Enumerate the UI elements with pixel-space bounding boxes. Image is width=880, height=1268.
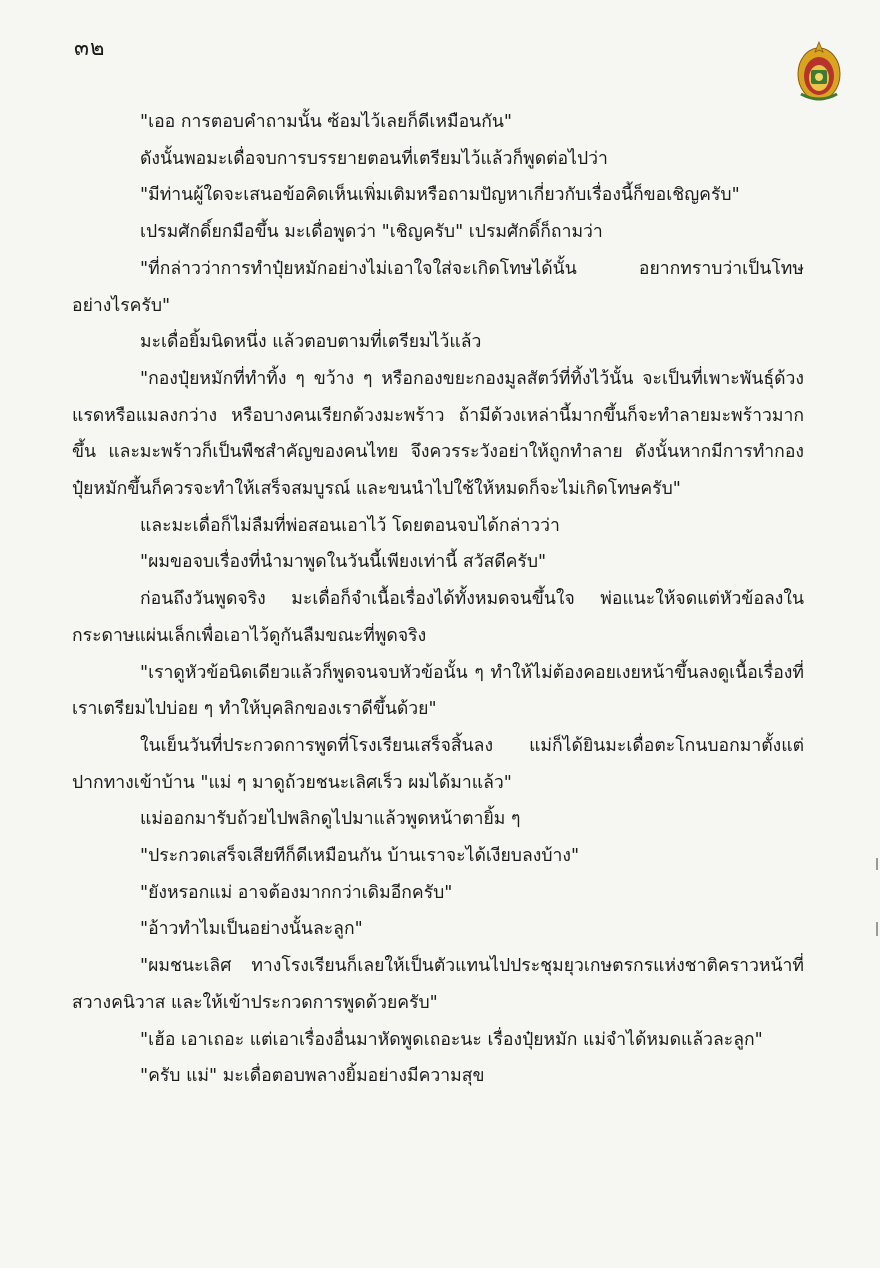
paragraph: เปรมศักดิ์ยกมือขึ้น มะเดื่อพูดว่า "เชิญครับ" เปรมศักดิ์ก็ถามว่า bbox=[140, 222, 603, 243]
school-emblem-icon bbox=[795, 40, 843, 102]
paragraph: ดังนั้นพอมะเดื่อจบการบรรยายตอนที่เตรียมไว้แล้วก็พูดต่อไปว่า bbox=[140, 148, 608, 169]
paragraph: "เออ การตอบคำถามนั้น ซ้อมไว้เลยก็ดีเหมือนกัน" bbox=[140, 112, 512, 132]
paragraph: "ผมชนะเลิศ ทางโรงเรียนก็เลยให้เป็นตัวแทนไปประชุมยุวเกษตรกรแห่งชาติคราวหน้าที่สวางคนิวาส และให้เข้าประกวดการพูดด้วยครับ" bbox=[72, 956, 804, 1013]
paragraph: มะเดื่อยิ้มนิดหนึ่ง แล้วตอบตามที่เตรียมไว้แล้ว bbox=[140, 332, 482, 353]
paragraph: ในเย็นวันที่ประกวดการพูดที่โรงเรียนเสร็จสิ้นลง แม่ก็ได้ยินมะเดื่อตะโกนบอกมาตั้งแต่ปากทางเข้าบ้าน "แม่ ๆ มาดูถ้วยชนะเลิศเร็ว ผมได้มาแล้ว" bbox=[72, 735, 804, 793]
paragraph: "มีท่านผู้ใดจะเสนอข้อคิดเห็นเพิ่มเติมหรือถามปัญหาเกี่ยวกับเรื่องนี้ก็ขอเชิญครับ" bbox=[140, 185, 740, 206]
paragraph: "ครับ แม่" มะเดื่อตอบพลางยิ้มอย่างมีความสุข bbox=[140, 1066, 485, 1087]
paragraph: "เราดูหัวข้อนิดเดียวแล้วก็พูดจนจบหัวข้อนั้น ๆ ทำให้ไม่ต้องคอยเงยหน้าขึ้นลงดูเนื้อเรื่องที่เราเตรียมไปบ่อย ๆ ทำให้บุคลิกของเราดีขึ้นด้วย" bbox=[72, 662, 804, 720]
paragraph: "กองปุ๋ยหมักที่ทำทิ้ง ๆ ขว้าง ๆ หรือกองขยะกองมูลสัตว์ที่ทิ้งไว้นั้น จะเป็นที่เพาะพันธุ์ด้วงแรดหรือแมลงกว่าง หรือบางคนเรียกด้วงมะพร้าว ถ้ามีด้วงเหล่านี้มากขึ้นก็จะทำลายมะพร้าวมากขึ้น และมะพร้าวก็เป็นพืชสำคัญของคนไทย จึงควรระวังอย่าให้ถูกทำลาย ดังนั้นหากมีการทำกองปุ๋ยหมักขึ้นก็ควรจะทำให้เสร็จสมบูรณ์ และขนนำไปใช้ให้หมดก็จะไม่เกิดโทษครับ" bbox=[72, 368, 804, 500]
paragraph: "เฮ้อ เอาเถอะ แต่เอาเรื่องอื่นมาหัดพูดเถอะนะ เรื่องปุ๋ยหมัก แม่จำได้หมดแล้วละลูก" bbox=[140, 1029, 763, 1050]
paragraph: "ยังหรอกแม่ อาจต้องมากกว่าเดิมอีกครับ" bbox=[140, 882, 453, 903]
paragraph: "อ้าวทำไมเป็นอย่างนั้นละลูก" bbox=[140, 919, 363, 940]
paragraph: แม่ออกมารับถ้วยไปพลิกดูไปมาแล้วพูดหน้าตายิ้ม ๆ bbox=[140, 809, 521, 830]
paragraph: "ประกวดเสร็จเสียทีก็ดีเหมือนกัน บ้านเราจะได้เงียบลงบ้าง" bbox=[140, 846, 580, 867]
body-text bbox=[72, 104, 804, 1095]
paragraph: "ผมขอจบเรื่องที่นำมาพูดในวันนี้เพียงเท่านี้ สวัสดีครับ" bbox=[140, 552, 547, 573]
scan-edge-mark bbox=[876, 922, 878, 936]
page-number: ๓๒ bbox=[74, 36, 106, 61]
paragraph: ก่อนถึงวันพูดจริง มะเดื่อก็จำเนื้อเรื่องได้ทั้งหมดจนขึ้นใจ พ่อแนะให้จดแต่หัวข้อลงในกระดาษแผ่นเล็กเพื่อเอาไว้ดูกันลืมขณะที่พูดจริง bbox=[72, 589, 804, 646]
paragraph: และมะเดื่อก็ไม่ลืมที่พ่อสอนเอาไว้ โดยตอนจบได้กล่าวว่า bbox=[140, 515, 560, 536]
paragraph: "ที่กล่าวว่าการทำปุ๋ยหมักอย่างไม่เอาใจใส่จะเกิดโทษได้นั้น อยากทราบว่าเป็นโทษอย่างไรครับ" bbox=[72, 258, 804, 316]
scan-edge-mark bbox=[876, 858, 878, 870]
